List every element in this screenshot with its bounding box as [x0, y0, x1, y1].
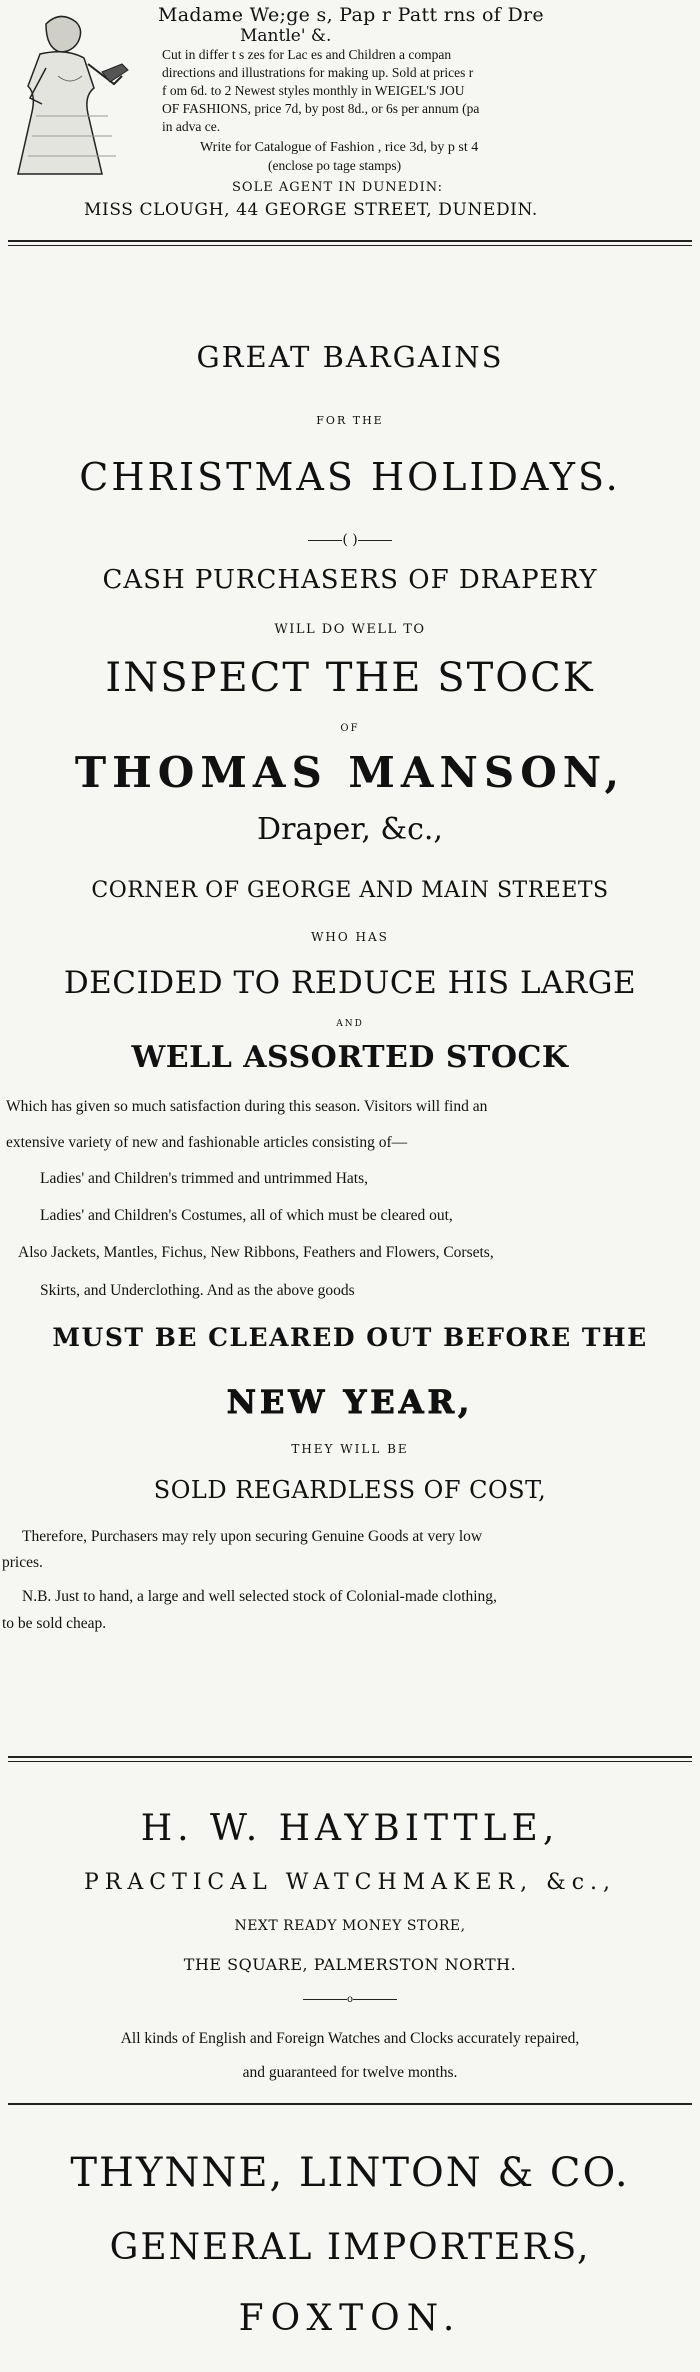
ad4-general-importers: GENERAL IMPORTERS, — [109, 2227, 591, 2268]
ad2-ornament: ( ) — [300, 532, 400, 548]
ad3-square: THE SQUARE, PALMERSTON NORTH. — [183, 1955, 517, 1974]
ad2-item-jackets: Also Jackets, Mantles, Fichus, New Ribbons, Feathers and Flowers, Corsets, — [18, 1244, 494, 1261]
ad1-agent: MISS CLOUGH, 44 GEORGE STREET, DUNEDIN. — [84, 200, 538, 220]
ad2-of: OF — [340, 723, 360, 734]
ad1-catalogue: Write for Catalogue of Fashion , rice 3d, by p st 4 — [200, 140, 479, 155]
ad1-title-line2: Mantle' &. — [240, 26, 332, 46]
ad4-place: FOXTON. — [238, 2298, 462, 2339]
ad2-merchant-name: THOMAS MANSON, — [74, 748, 626, 797]
ad2-for-the: FOR THE — [316, 414, 384, 427]
ad2-inspect: INSPECT THE STOCK — [105, 655, 595, 701]
ad2-paragraph-line: extensive variety of new and fashionable articles consisting of— — [6, 1134, 408, 1151]
ad2-and: AND — [336, 1019, 364, 1029]
ad2-corner: CORNER OF GEORGE AND MAIN STREETS — [91, 878, 609, 903]
divider — [8, 2103, 692, 2105]
ad1-line-5: in adva ce. — [162, 119, 221, 134]
ad3-ornament: o — [300, 1994, 400, 2005]
ad2-cash-purchasers: CASH PURCHASERS OF DRAPERY — [102, 565, 598, 595]
ad1-line-4: OF FASHIONS, price 7d, by post 8d., or 6s per annum (pa — [162, 101, 480, 116]
ad1-line-2: directions and illustrations for making up. Sold at prices r — [162, 65, 474, 80]
ad2-draper: Draper, &c., — [257, 812, 443, 847]
ad4-name: THYNNE, LINTON & CO. — [70, 2150, 630, 2196]
divider — [8, 1756, 692, 1758]
ad2-paragraph-line: Which has given so much satisfaction during this season. Visitors will find an — [6, 1098, 488, 1115]
ad1-agent-label: SOLE AGENT IN DUNEDIN: — [232, 180, 443, 195]
ad3-name: H. W. HAYBITTLE, — [140, 1808, 560, 1849]
dressmaker-illustration — [6, 6, 138, 178]
ad2-item-costumes: Ladies' and Children's Costumes, all of which must be cleared out, — [40, 1207, 453, 1224]
ad1-line-1: Cut in differ t s zes for Lac es and Children a compan — [162, 47, 452, 62]
ad2-nb-line-2: to be sold cheap. — [2, 1615, 107, 1632]
ad2-will-do-well: WILL DO WELL TO — [274, 622, 426, 637]
ad1-title: Madame We;ge s, Pap r Patt rns of Dre — [158, 4, 544, 26]
ad1-stamps: (enclose po tage stamps) — [268, 158, 402, 173]
ad2-item-hats: Ladies' and Children's trimmed and untrimmed Hats, — [40, 1170, 369, 1187]
ad2-decided: DECIDED TO REDUCE HIS LARGE — [63, 965, 637, 1001]
ad2-well-assorted: WELL ASSORTED STOCK — [131, 1040, 569, 1075]
ad2-must-be-cleared: MUST BE CLEARED OUT BEFORE THE — [52, 1323, 648, 1352]
ad2-prices: prices. — [2, 1554, 43, 1571]
ad1-line-3: f om 6d. to 2 Newest styles monthly in WEIGEL'S JOU — [162, 83, 465, 98]
ad3-trade: PRACTICAL WATCHMAKER, &c., — [83, 1870, 617, 1895]
ad2-nb-line-1: N.B. Just to hand, a large and well selected stock of Colonial-made clothing, — [22, 1588, 497, 1605]
ad3-repairs-line-2: and guaranteed for twelve months. — [242, 2064, 458, 2081]
divider — [8, 240, 692, 242]
ad2-who-has: WHO HAS — [311, 930, 389, 944]
divider — [8, 1761, 692, 1762]
divider — [8, 245, 692, 246]
ad3-repairs-line-1: All kinds of English and Foreign Watches and Clocks accurately repaired, — [120, 2030, 580, 2047]
ad3-next-store: NEXT READY MONEY STORE, — [234, 1918, 466, 1934]
ad2-great-bargains: GREAT BARGAINS — [196, 340, 504, 374]
ad2-they-will-be: THEY WILL BE — [291, 1442, 409, 1456]
ad2-sold-regardless: SOLD REGARDLESS OF COST, — [153, 1476, 547, 1504]
ad2-therefore: Therefore, Purchasers may rely upon securing Genuine Goods at very low — [22, 1528, 483, 1545]
ad2-holidays: CHRISTMAS HOLIDAYS. — [79, 455, 621, 499]
ad2-item-skirts: Skirts, and Underclothing. And as the above goods — [40, 1282, 355, 1299]
ad2-new-year: NEW YEAR, — [226, 1383, 474, 1421]
